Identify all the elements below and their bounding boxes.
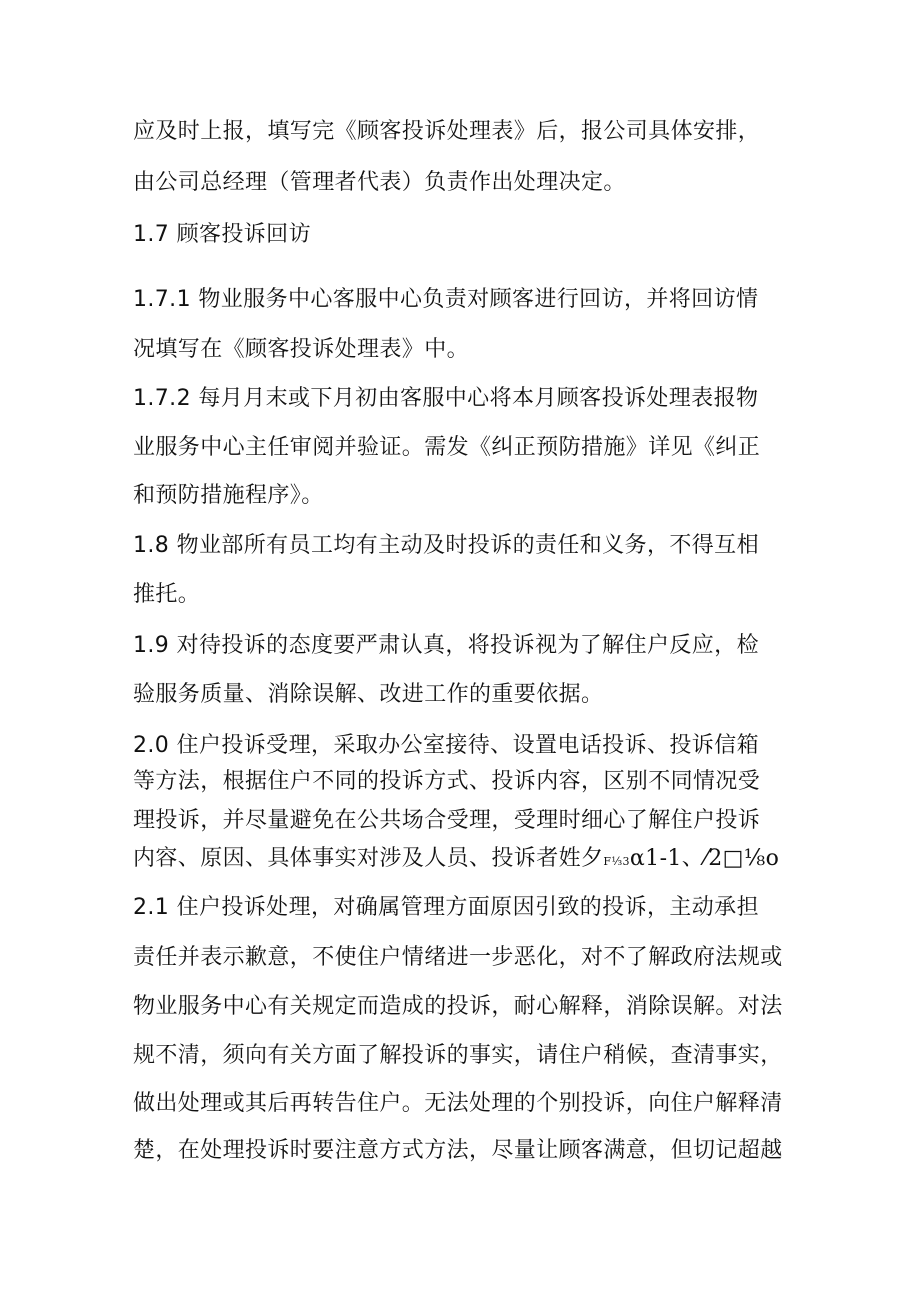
text-line-5: 况填写在《顾客投诉处理表》中。	[133, 337, 470, 362]
text-line-12: 验服务质量、消除误解、改进工作的重要依据。	[133, 682, 604, 707]
text-line-20: 规不清，须向有关方面了解投诉的事实，请住户稍候，查清事实，	[133, 1043, 783, 1068]
text-line-11: 1.9 对待投诉的态度要严肃认真，将投诉视为了解住户反应，检	[133, 633, 759, 658]
text-line-6: 1.7.2 每月月末或下月初由客服中心将本月顾客投诉处理表报物	[133, 386, 759, 411]
text-line-21: 做出处理或其后再转告住户。无法处理的个别投诉，向住户解释清	[133, 1091, 783, 1116]
section-heading-1-7: 1.7 顾客投诉回访	[133, 222, 311, 247]
text-line-7: 业服务中心主任审阅并验证。需发《纠正预防措施》详见《纠正	[133, 435, 761, 460]
garbled-text-small: F⅓3	[603, 855, 630, 868]
text-line-1: 应及时上报，填写完《顾客投诉处理表》后，报公司具体安排，	[133, 119, 761, 144]
text-line-8: 和预防措施程序》。	[133, 483, 324, 508]
text-line-22: 楚，在处理投诉时要注意方式方法，尽量让顾客满意，但切记超越	[133, 1138, 783, 1163]
text-line-18: 责任并表示歉意，不使住户情绪进一步恶化，对不了解政府法规或	[133, 945, 783, 970]
text-line-16	[133, 844, 779, 877]
text-line-9: 1.8 物业部所有员工均有主动及时投诉的责任和义务，不得互相	[133, 533, 759, 558]
text-line-17: 2.1 住户投诉处理，对确属管理方面原因引致的投诉，主动承担	[133, 895, 759, 920]
text-line-16-main: 内容、原因、具体事实对涉及人员、投诉者姓	[133, 846, 582, 871]
garbled-text-a: 夕	[581, 846, 604, 871]
text-line-13: 2.0 住户投诉受理，采取办公室接待、设置电话投诉、投诉信箱	[133, 733, 759, 758]
text-line-10: 推托。	[133, 582, 201, 607]
text-line-4: 1.7.1 物业服务中心客服中心负责对顾客进行回访，并将回访情	[133, 287, 759, 312]
text-line-15: 理投诉，并尽量避免在公共场合受理，受理时细心了解住户投诉	[133, 808, 761, 833]
text-line-19: 物业服务中心有关规定而造成的投诉，耐心解释，消除误解。对法	[133, 994, 783, 1019]
garbled-text-b: α1-1、⁄2□⅛o	[629, 846, 780, 871]
text-line-14: 等方法，根据住户不同的投诉方式、投诉内容，区别不同情况受	[133, 769, 761, 794]
text-line-2: 由公司总经理（管理者代表）负责作出处理决定。	[133, 170, 626, 195]
